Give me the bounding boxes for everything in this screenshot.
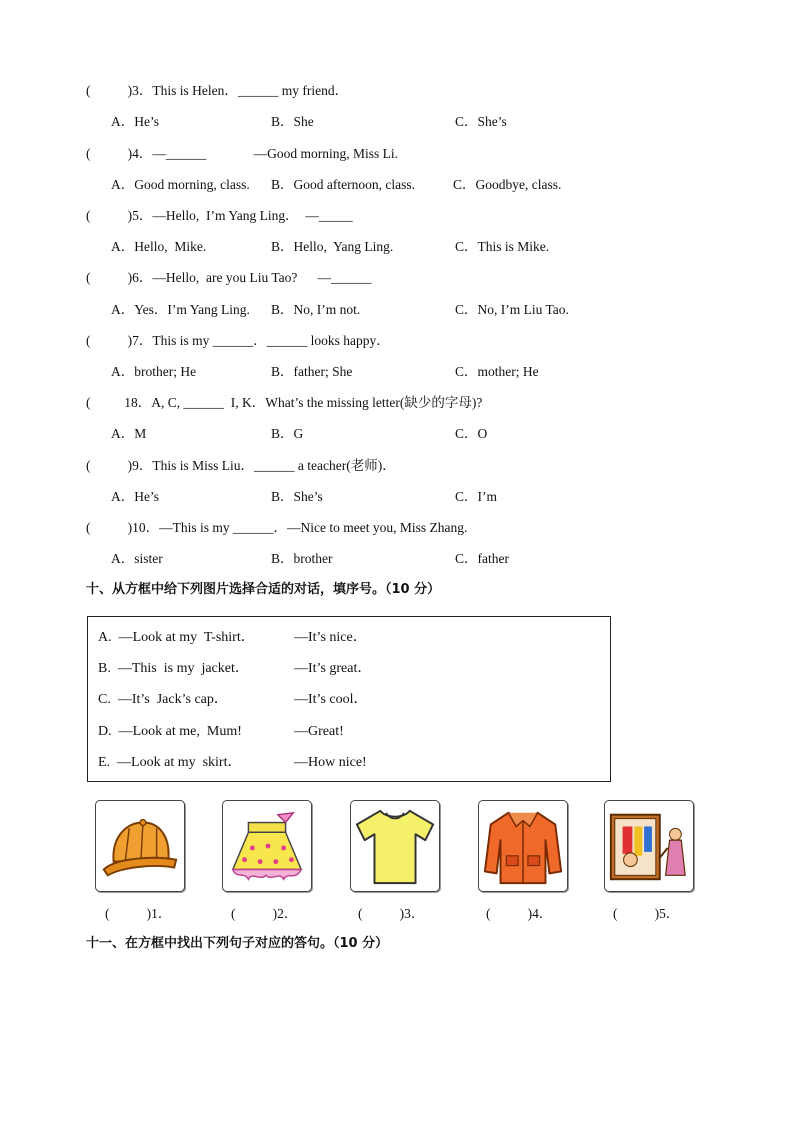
question-stem: ( )9．This is Miss Liu．______ a teacher(老师)． bbox=[86, 458, 396, 473]
dialogue-a-left: A. —Look at my T-shirt． bbox=[98, 630, 255, 645]
question-stem: ( )4．—______ —Good morning, Miss Li. bbox=[86, 146, 398, 161]
answer-blank-2[interactable]: ( )2． bbox=[231, 906, 298, 921]
option-a: A．sister bbox=[111, 551, 163, 566]
option-c: C．No, I’m Liu Tao. bbox=[455, 302, 569, 317]
dialogue-b-left: B. —This is my jacket． bbox=[98, 661, 249, 676]
option-a: A．Good morning, class. bbox=[111, 177, 250, 192]
option-b: B．Good afternoon, class. bbox=[271, 177, 415, 192]
jacket-icon bbox=[478, 800, 568, 892]
option-b: B．She’s bbox=[271, 489, 323, 504]
option-b: B．Hello, Yang Ling. bbox=[271, 239, 394, 254]
answer-blank-4[interactable]: ( )4． bbox=[486, 906, 553, 921]
skirt-icon bbox=[222, 800, 312, 892]
wardrobe-icon bbox=[604, 800, 694, 892]
option-c: C．O bbox=[455, 426, 488, 441]
tshirt-icon bbox=[350, 800, 440, 892]
dialogue-e-right: —How nice! bbox=[294, 755, 367, 770]
answer-blank-5[interactable]: ( )5． bbox=[613, 906, 680, 921]
question-stem: ( )10．—This is my ______．—Nice to meet you, Miss Zhang. bbox=[86, 520, 468, 535]
option-c: C．She’s bbox=[455, 114, 507, 129]
option-c: C．Goodbye, class. bbox=[453, 177, 562, 192]
option-b: B．No, I’m not. bbox=[271, 302, 361, 317]
dialogue-d-left: D. —Look at me, Mum! bbox=[98, 724, 242, 739]
dialogue-box bbox=[87, 616, 611, 782]
cap-icon bbox=[95, 800, 185, 892]
option-c: C．mother; He bbox=[455, 364, 539, 379]
dialogue-d-right: —Great! bbox=[294, 724, 344, 739]
option-a: A．brother; He bbox=[111, 364, 197, 379]
answer-blank-1[interactable]: ( )1． bbox=[105, 906, 172, 921]
option-b: B．She bbox=[271, 114, 314, 129]
option-b: B．father; She bbox=[271, 364, 353, 379]
dialogue-e-left: E. —Look at my skirt． bbox=[98, 755, 242, 770]
dialogue-a-right: —It’s nice． bbox=[294, 630, 367, 645]
question-stem: ( )6．—Hello, are you Liu Tao? —______ bbox=[86, 270, 372, 285]
option-a: A．M bbox=[111, 426, 147, 441]
question-stem: ( )3．This is Helen．______ my friend． bbox=[86, 83, 349, 98]
option-a: A．Yes．I’m Yang Ling. bbox=[111, 302, 250, 317]
question-stem: ( )7．This is my ______．______ looks happy． bbox=[86, 333, 390, 348]
option-c: C．father bbox=[455, 551, 509, 566]
option-a: A．He’s bbox=[111, 489, 159, 504]
answer-blank-3[interactable]: ( )3． bbox=[358, 906, 425, 921]
option-a: A．He’s bbox=[111, 114, 159, 129]
question-stem: ( 18．A, C, ______ I, K．What’s the missing letter(缺少的字母)? bbox=[86, 395, 483, 410]
section-10-heading: 十、从方框中给下列图片选择合适的对话，填序号。（10 分） bbox=[86, 582, 441, 597]
option-b: B．G bbox=[271, 426, 304, 441]
option-b: B．brother bbox=[271, 551, 333, 566]
dialogue-c-right: —It’s cool． bbox=[294, 692, 368, 707]
section-11-heading: 十一、在方框中找出下列句子对应的答句。（10 分） bbox=[86, 936, 389, 951]
dialogue-b-right: —It’s great． bbox=[294, 661, 372, 676]
dialogue-c-left: C. —It’s Jack’s cap． bbox=[98, 692, 228, 707]
option-c: C．I’m bbox=[455, 489, 497, 504]
option-a: A．Hello, Mike. bbox=[111, 239, 207, 254]
question-stem: ( )5．—Hello, I’m Yang Ling． —_____ bbox=[86, 208, 353, 223]
option-c: C．This is Mike. bbox=[455, 239, 550, 254]
